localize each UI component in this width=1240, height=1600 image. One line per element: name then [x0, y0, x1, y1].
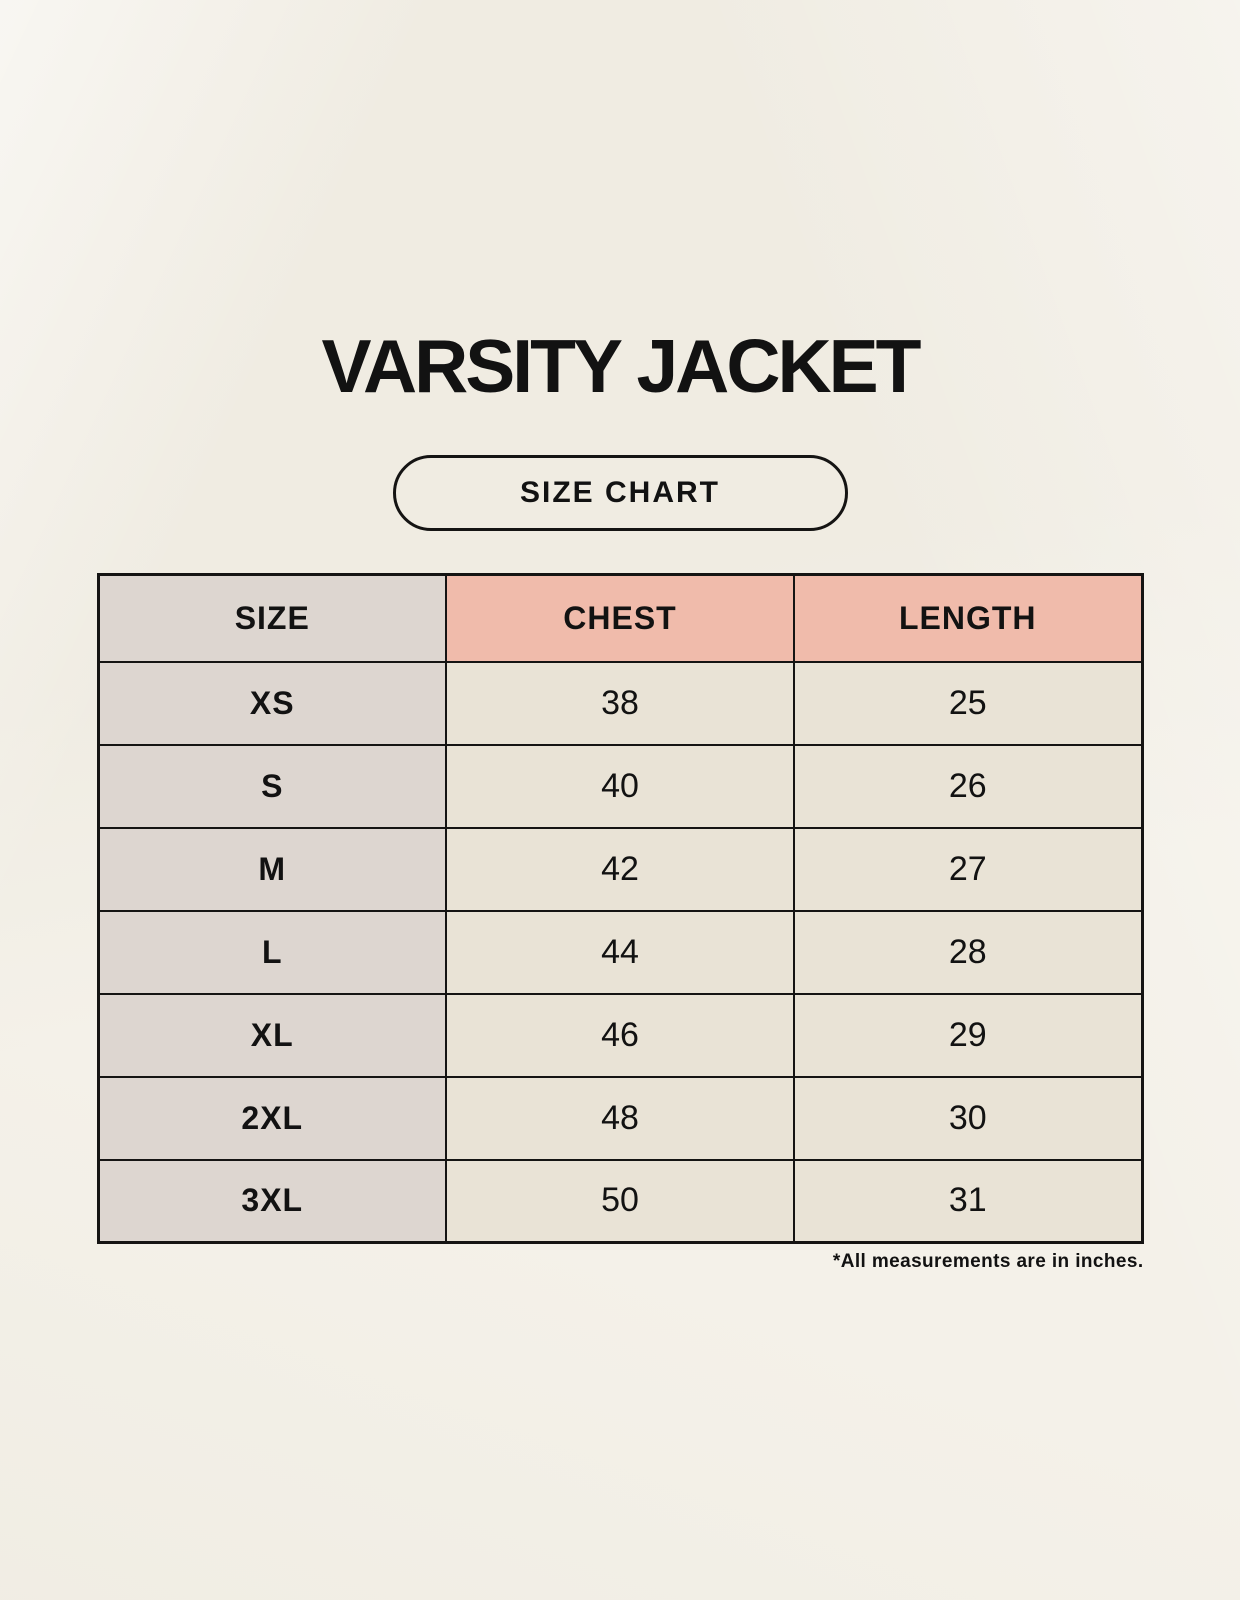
size-cell: XS: [98, 662, 446, 745]
column-header-size: SIZE: [98, 575, 446, 662]
table-row: [98, 911, 1142, 994]
chest-cell: 42: [446, 828, 794, 911]
size-chart-page: [97, 0, 1144, 1273]
size-cell: 2XL: [98, 1077, 446, 1160]
table-row: [98, 745, 1142, 828]
column-header-length: LENGTH: [794, 575, 1142, 662]
length-cell: 30: [794, 1077, 1142, 1160]
table-row: [98, 828, 1142, 911]
length-cell: 27: [794, 828, 1142, 911]
size-cell: M: [98, 828, 446, 911]
chest-cell: 38: [446, 662, 794, 745]
chest-cell: 40: [446, 745, 794, 828]
chest-cell: 46: [446, 994, 794, 1077]
table-row: [98, 1077, 1142, 1160]
length-cell: 25: [794, 662, 1142, 745]
chest-cell: 50: [446, 1160, 794, 1243]
size-chart-badge: [393, 455, 848, 531]
table-row: [98, 1160, 1142, 1243]
length-cell: 31: [794, 1160, 1142, 1243]
size-cell: L: [98, 911, 446, 994]
table-row: [98, 994, 1142, 1077]
size-cell: XL: [98, 994, 446, 1077]
table-row: [98, 662, 1142, 745]
column-header-chest: CHEST: [446, 575, 794, 662]
chest-cell: 48: [446, 1077, 794, 1160]
size-chart-table: [97, 573, 1144, 1244]
measurements-footnote: *All measurements are in inches.: [832, 1251, 1144, 1272]
chest-cell: 44: [446, 911, 794, 994]
size-cell: 3XL: [98, 1160, 446, 1243]
table-header-row: [98, 575, 1142, 662]
page-title: VARSITY JACKET: [321, 324, 919, 408]
size-chart-badge-label: SIZE CHART: [520, 476, 720, 509]
length-cell: 28: [794, 911, 1142, 994]
size-cell: S: [98, 745, 446, 828]
length-cell: 29: [794, 994, 1142, 1077]
length-cell: 26: [794, 745, 1142, 828]
